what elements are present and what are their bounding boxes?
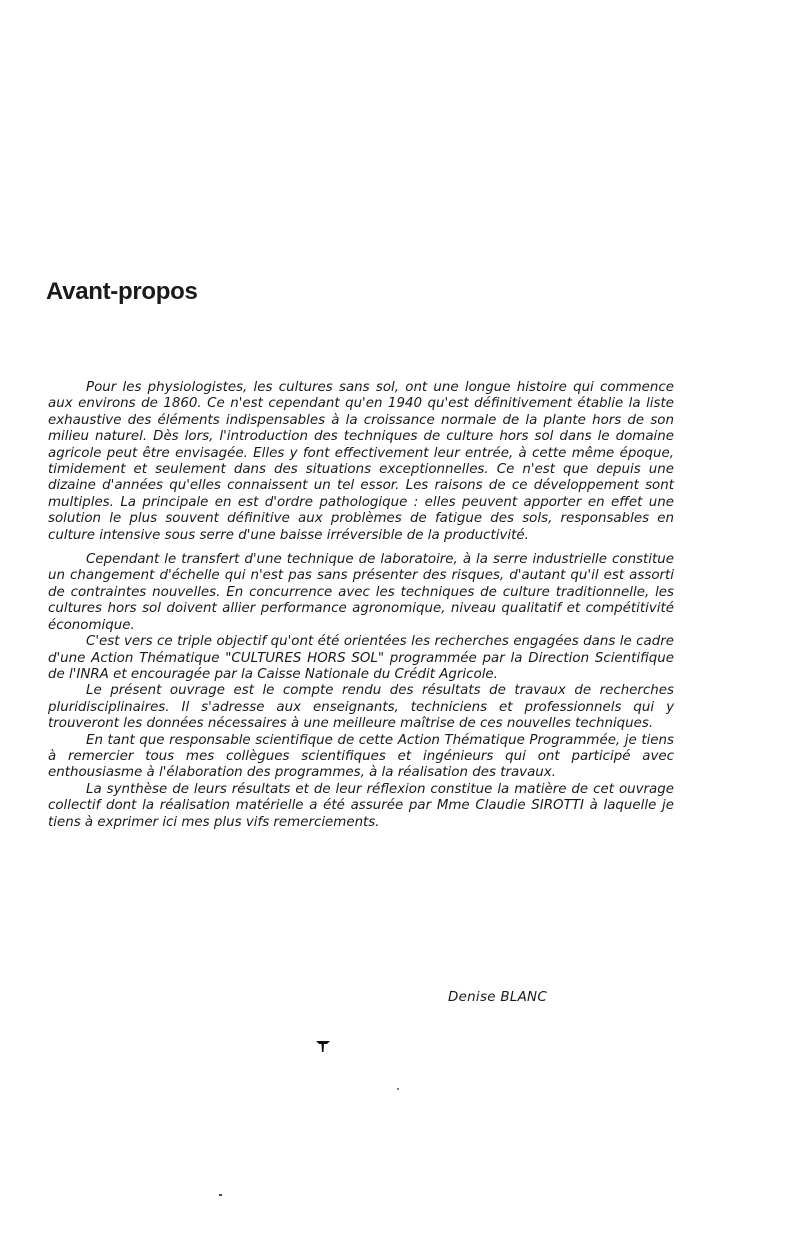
page-title: Avant-propos	[46, 278, 198, 305]
speck-mark	[219, 1194, 222, 1196]
paragraph-1: Pour les physiologistes, les cultures sans sol, ont une longue histoire qui commence aux environs de 1860. Ce n'est cependant qu'en 1940 qu'est définitivement établie la liste exhaustive des éléments indispensables à la croissance normale de la plante hors de son milieu naturel. Dès lors, l'introduction des techniques de culture hors sol dans le domaine agricole peut être envisagée. Elles y font effectivement leur entrée, à cette même époque, timidement et seulement dans des situations exceptionnelles. Ce n'est que depuis une dizaine d'années qu'elles connaissent un tel essor. Les raisons de ce développement sont multiples. La principale en est d'ordre pathologique : elles peuvent apporter en effet une solution le plus souvent définitive aux problèmes de fatigue des sols, responsables en culture intensive sous serre d'une baisse irréversible de la productivité.	[48, 380, 674, 543]
paragraph-4: Le présent ouvrage est le compte rendu des résultats de travaux de recherches pluridisciplinaires. Il s'adresse aux enseignants, techniciens et professionnels qui y trouveront les données nécessaires à une meilleure maîtrise de ces nouvelles techniques.	[48, 683, 674, 732]
paragraph-6: La synthèse de leurs résultats et de leur réflexion constitue la matière de cet ouvrage collectif dont la réalisation matérielle a été assurée par Mme Claudie SIROTTI à laquelle je tiens à exprimer ici mes plus vifs remerciements.	[48, 781, 674, 830]
speck-mark	[397, 1088, 399, 1090]
paragraph-3: C'est vers ce triple objectif qu'ont été orientées les recherches engagées dans le cadre d'une Action Thématique "CULTURES HORS SOL" programmée par la Direction Scientifique de l'INRA et encouragée par la Caisse Nationale du Crédit Agricole.	[48, 634, 674, 682]
author-signature: Denise BLANC	[448, 990, 548, 1005]
printer-mark-icon	[315, 1038, 331, 1054]
paragraph-5: En tant que responsable scientifique de cette Action Thématique Programmée, je tiens à remercier tous mes collègues scientifiques et ingénieurs qui ont participé avec enthousiasme à l'élaboration des programmes, à la réalisation des travaux.	[48, 732, 674, 781]
foreword-body	[48, 380, 674, 831]
paragraph-2: Cependant le transfert d'une technique de laboratoire, à la serre industrielle constitue un changement d'échelle qui n'est pas sans présenter des risques, d'autant qu'il est assorti de contraintes nouvelles. En concurrence avec les techniques de culture traditionnelle, les cultures hors sol doivent allier performance agronomique, niveau qualitatif et compétitivité économique.	[48, 552, 674, 633]
